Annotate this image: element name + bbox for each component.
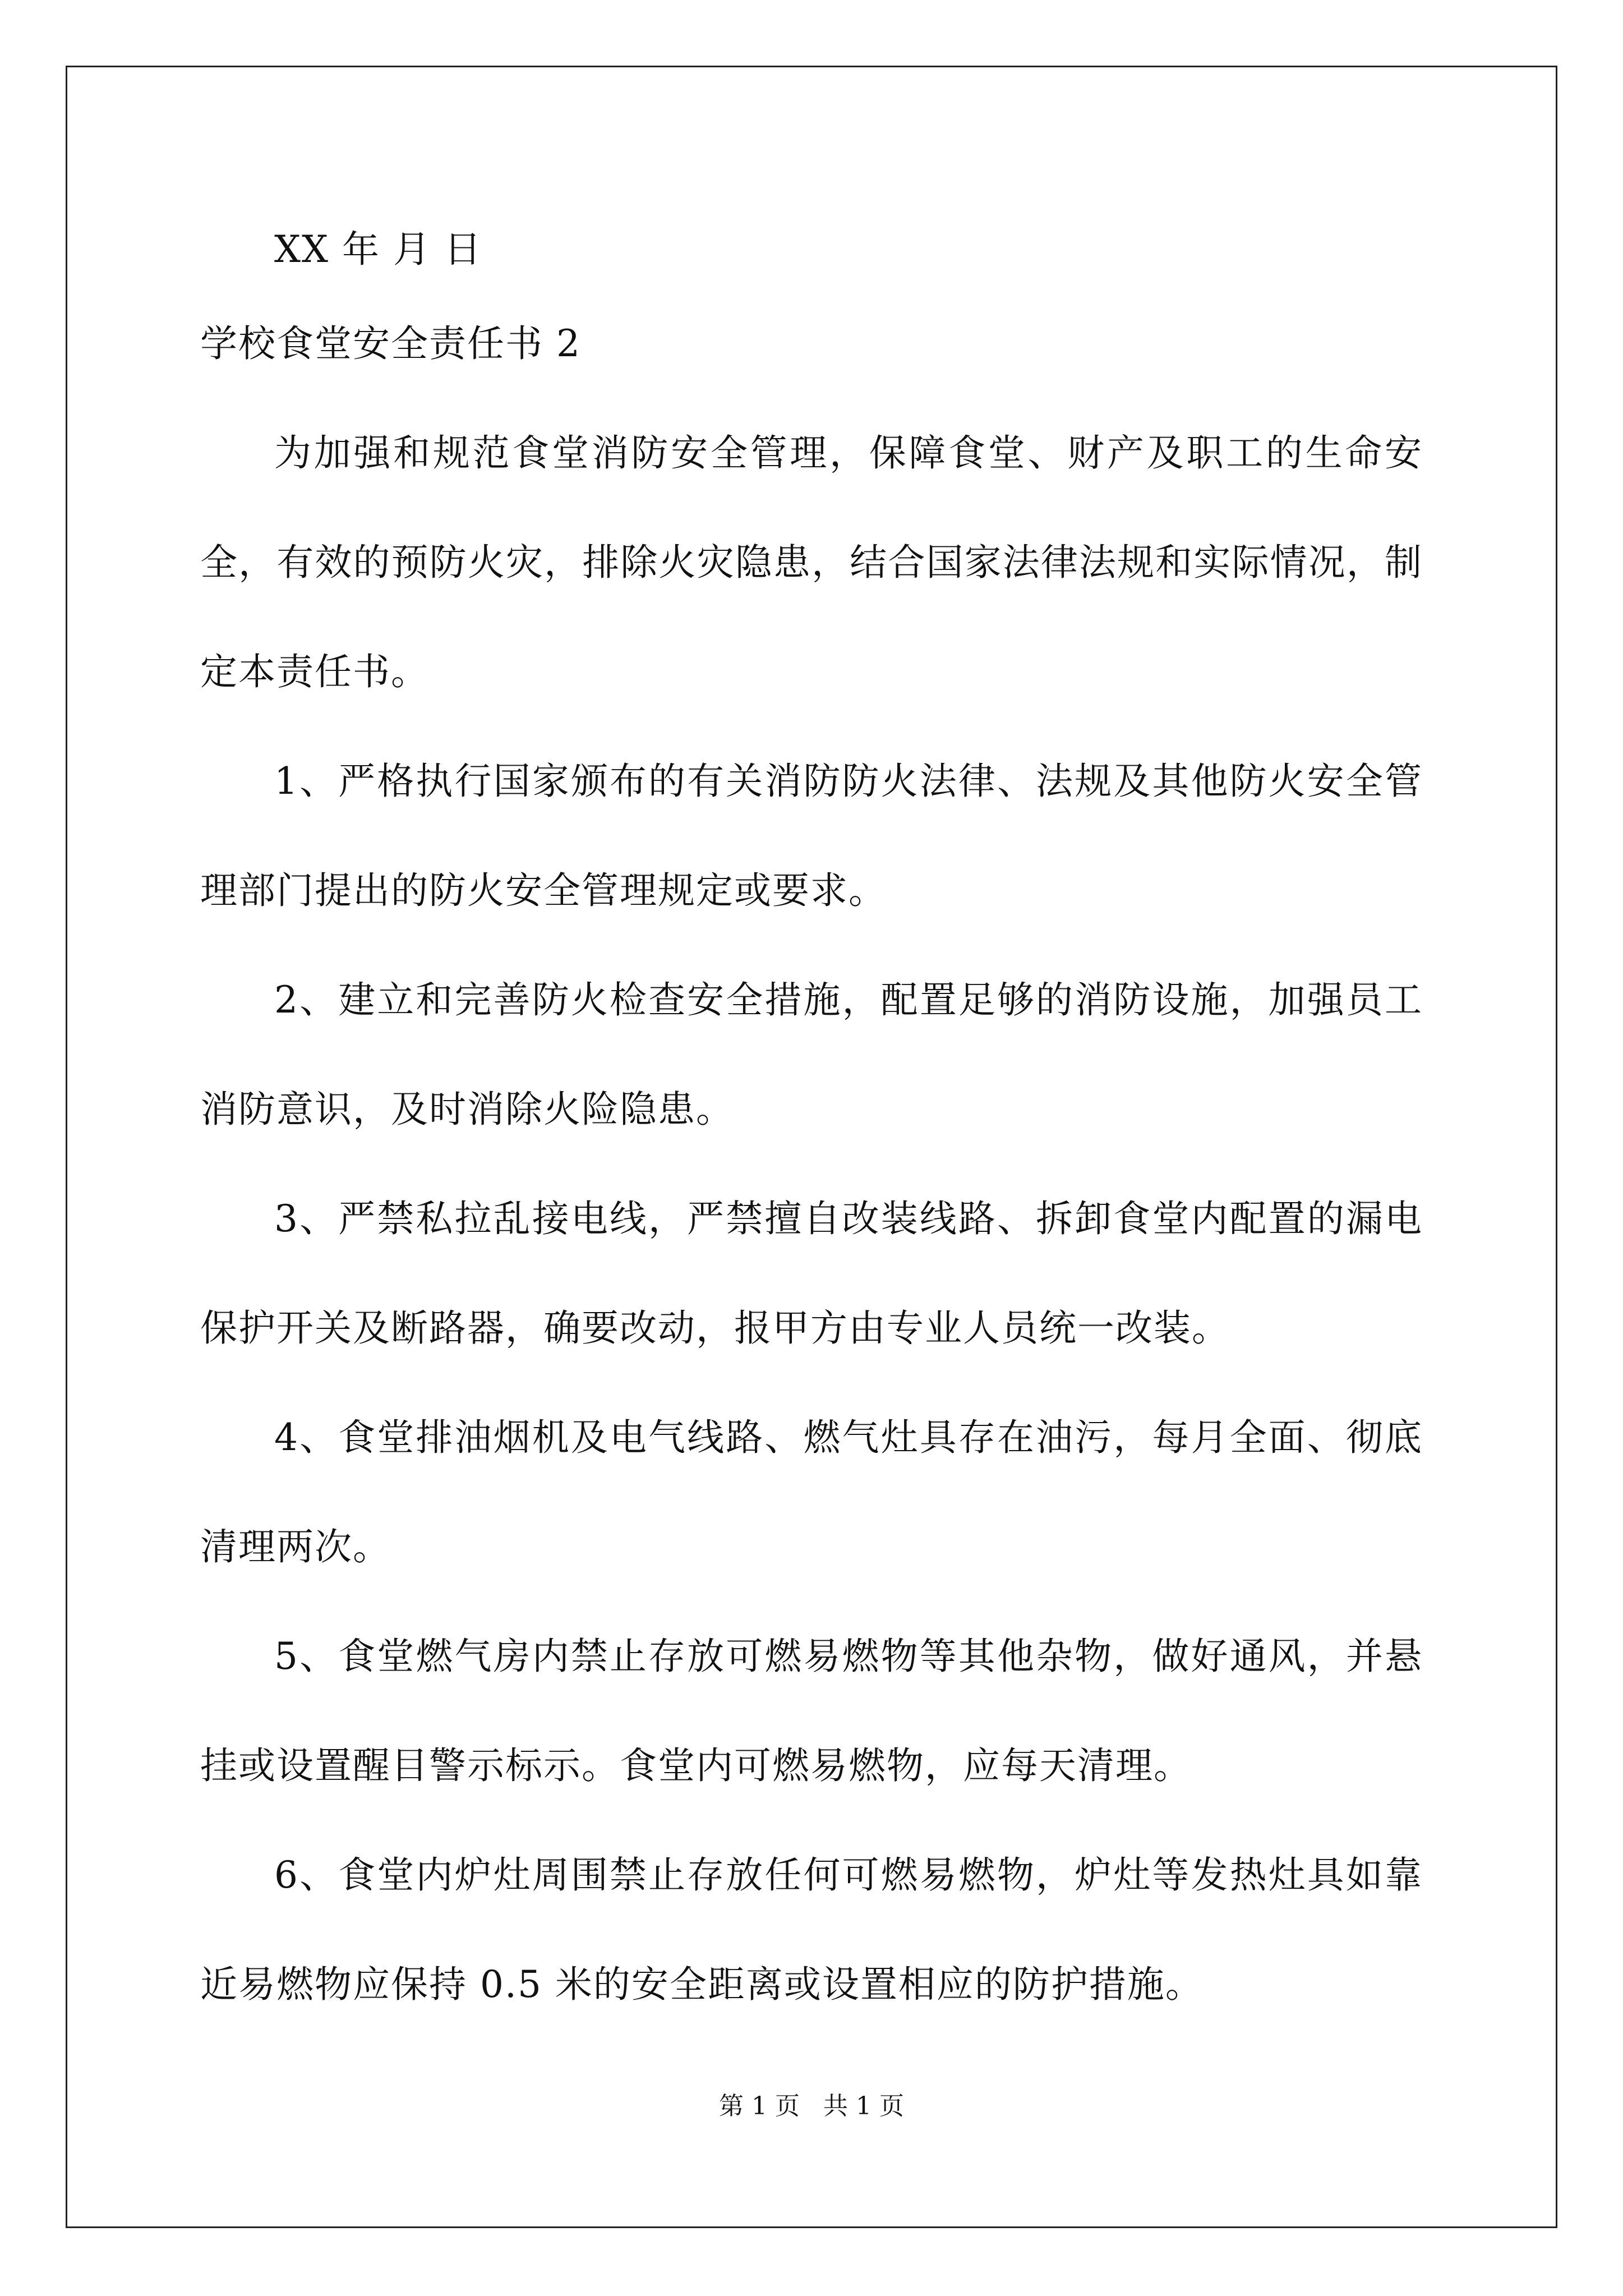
paragraph-item-3: 3、严禁私拉乱接电线，严禁擅自改装线路、拆卸食堂内配置的漏电保护开关及断路器，确要改动，报甲方由专业人员统一改装。	[200, 1197, 1423, 1350]
paragraph-item-1: 1、严格执行国家颁布的有关消防防火法律、法规及其他防火安全管理部门提出的防火安全管理规定或要求。	[200, 760, 1423, 912]
paragraph-item-4: 4、食堂排油烟机及电气线路、燃气灶具存在油污，每月全面、彻底清理两次。	[200, 1416, 1423, 1568]
document-title: 学校食堂安全责任书 2	[200, 322, 581, 365]
page-total: 共 1 页	[823, 2092, 904, 2120]
document-body	[200, 210, 1423, 2039]
paragraph-item-2: 2、建立和完善防火检查安全措施，配置足够的消防设施，加强员工消防意识，及时消除火险隐患。	[200, 978, 1423, 1131]
paragraph-intro: 为加强和规范食堂消防安全管理，保障食堂、财产及职工的生命安全，有效的预防火灾，排除火灾隐患，结合国家法律法规和实际情况，制定本责任书。	[200, 431, 1423, 693]
date-line: XX 年 月 日	[274, 228, 482, 271]
page-number: 第 1 页	[719, 2092, 800, 2120]
paragraph-item-5: 5、食堂燃气房内禁止存放可燃易燃物等其他杂物，做好通风，并悬挂或设置醒目警示标示。食堂内可燃易燃物，应每天清理。	[200, 1635, 1423, 1787]
page-footer	[0, 2086, 1623, 2122]
paragraph-item-6: 6、食堂内炉灶周围禁止存放任何可燃易燃物，炉灶等发热灶具如靠近易燃物应保持 0.5 米的安全距离或设置相应的防护措施。	[200, 1853, 1423, 2006]
